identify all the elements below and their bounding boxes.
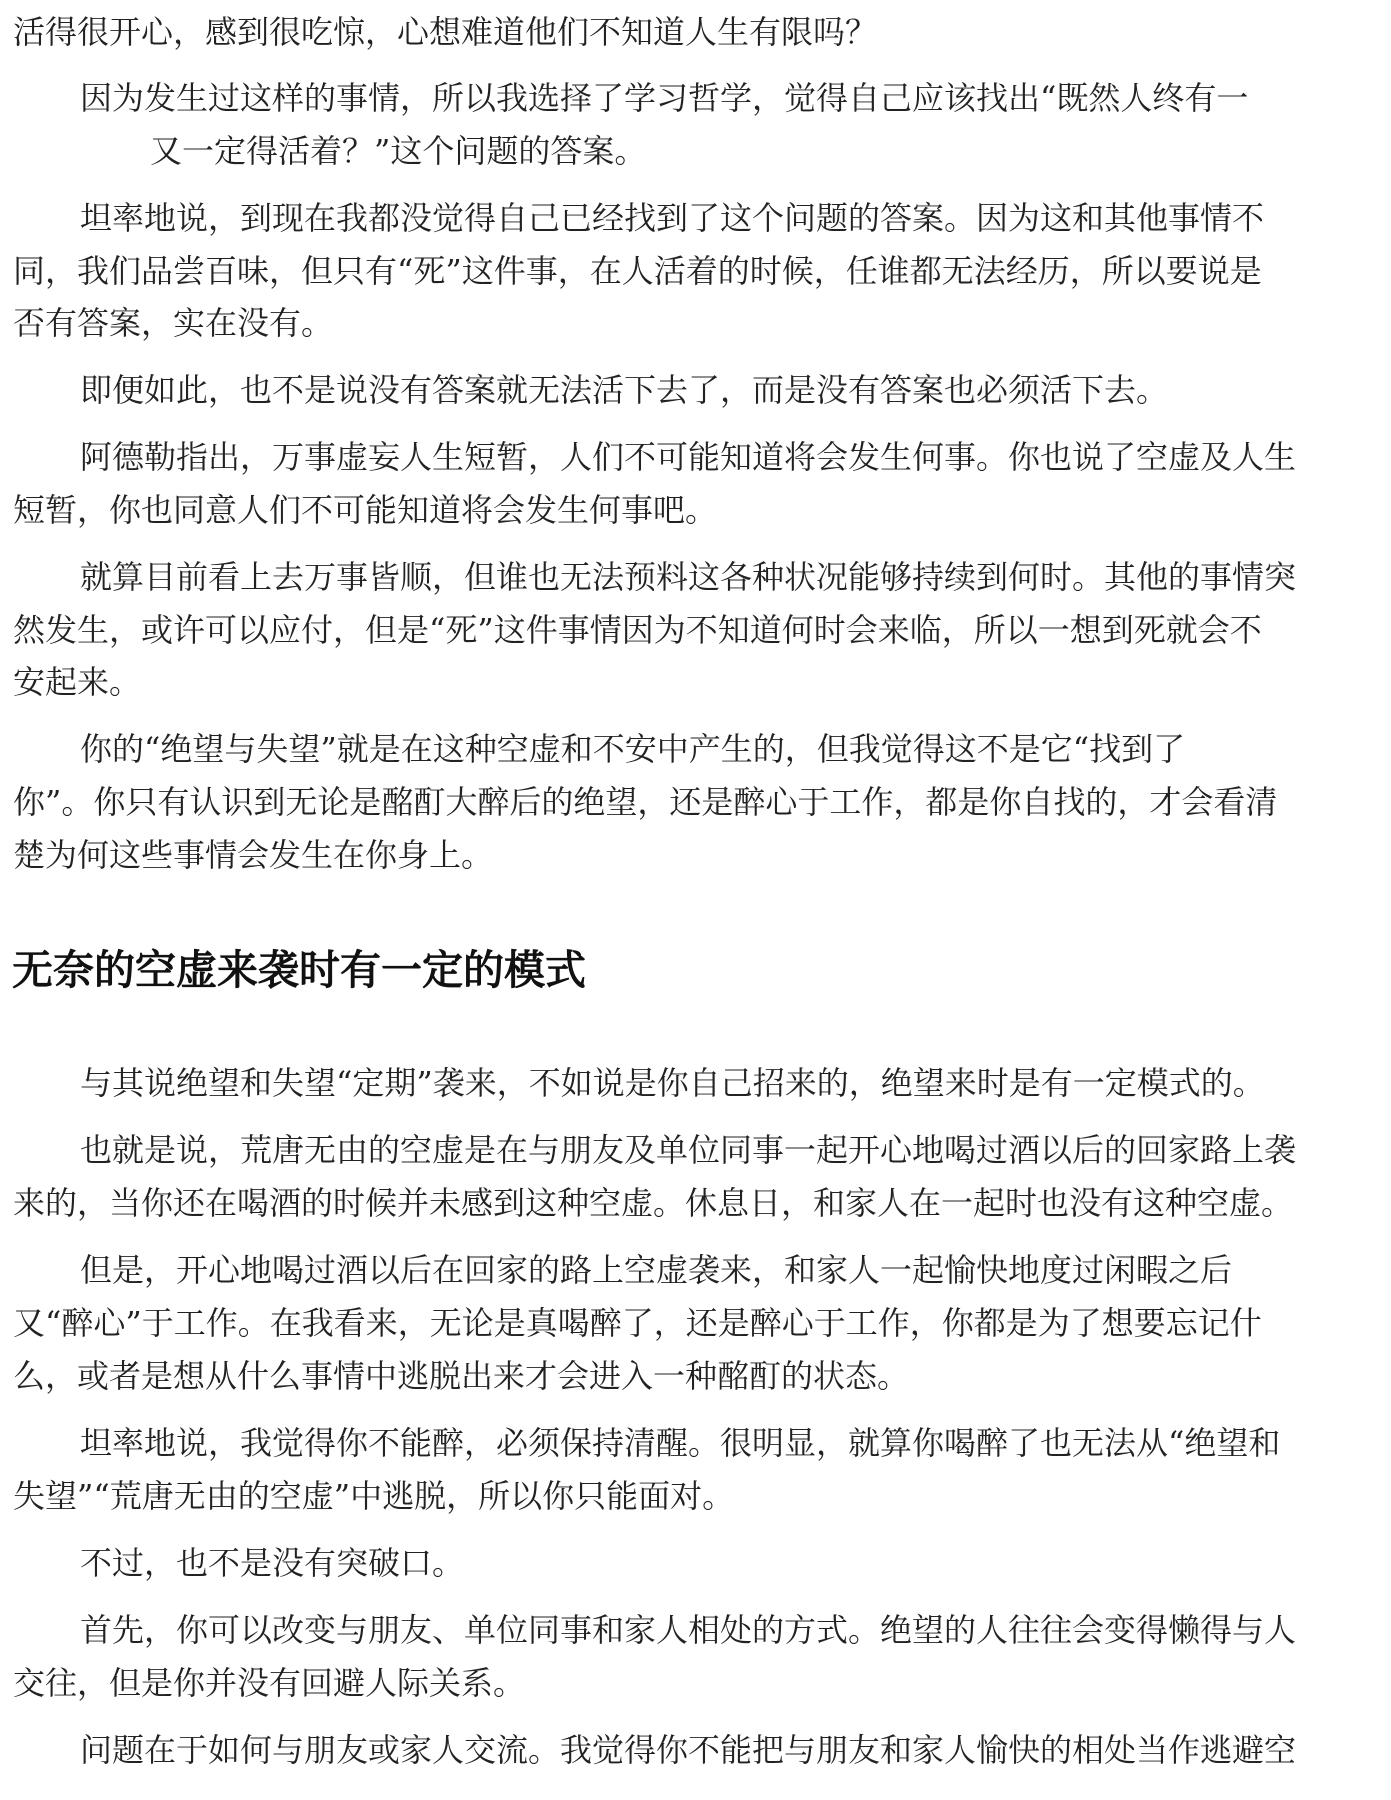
text-line: 阿德勒指出，万事虚妄人生短暂，人们不可能知道将会发生何事。你也说了空虚及人生 — [80, 438, 1297, 476]
text-line: 交往，但是你并没有回避人际关系。 — [13, 1664, 526, 1702]
text-line: 同，我们品尝百味，但只有“死”这件事，在人活着的时候，任谁都无法经历，所以要说是 — [13, 252, 1262, 290]
text-line: 不过，也不是没有突破口。 — [80, 1544, 465, 1582]
text-line: 因为发生过这样的事情，所以我选择了学习哲学，觉得自己应该找出“既然人终有一 — [80, 79, 1249, 117]
text-line: 楚为何这些事情会发生在你身上。 — [13, 836, 494, 874]
text-line: 坦率地说，我觉得你不能醉，必须保持清醒。很明显，就算你喝醉了也无法从“绝望和 — [80, 1424, 1281, 1462]
text-line: 然发生，或许可以应付，但是“死”这件事情因为不知道何时会来临，所以一想到死就会不 — [13, 611, 1262, 649]
text-line: 又“醉心”于工作。在我看来，无论是真喝醉了，还是醉心于工作，你都是为了想要忘记什 — [13, 1304, 1262, 1342]
section-heading: 无奈的空虚来袭时有一定的模式 — [12, 946, 586, 994]
text-line: 活得很开心，感到很吃惊，心想难道他们不知道人生有限吗？ — [13, 13, 878, 51]
text-line: 就算目前看上去万事皆顺，但谁也无法预料这各种状况能够持续到何时。其他的事情突 — [80, 558, 1297, 596]
text-line: 又一定得活着？”这个问题的答案。 — [150, 132, 647, 170]
text-line: 短暂，你也同意人们不可能知道将会发生何事吧。 — [13, 491, 718, 529]
text-line: 但是，开心地喝过酒以后在回家的路上空虚袭来，和家人一起愉快地度过闲暇之后 — [80, 1251, 1233, 1289]
text-line: 你的“绝望与失望”就是在这种空虚和不安中产生的，但我觉得这不是它“找到了 — [80, 730, 1186, 768]
text-line: 与其说绝望和失望“定期”袭来，不如说是你自己招来的，绝望来时是有一定模式的。 — [80, 1064, 1265, 1102]
text-line: 坦率地说，到现在我都没觉得自己已经找到了这个问题的答案。因为这和其他事情不 — [80, 199, 1265, 237]
text-line: 也就是说，荒唐无由的空虚是在与朋友及单位同事一起开心地喝过酒以后的回家路上袭 — [80, 1131, 1297, 1169]
text-line: 安起来。 — [13, 663, 142, 701]
text-line: 失望”“荒唐无由的空虚”中逃脱，所以你只能面对。 — [13, 1477, 735, 1515]
text-line: 否有答案，实在没有。 — [13, 304, 334, 342]
text-line: 首先，你可以改变与朋友、单位同事和家人相处的方式。绝望的人往往会变得懒得与人 — [80, 1611, 1297, 1649]
text-line: 你”。你只有认识到无论是酩酊大醉后的绝望，还是醉心于工作，都是你自找的，才会看清 — [13, 783, 1278, 821]
text-line: 即便如此，也不是说没有答案就无法活下去了，而是没有答案也必须活下去。 — [80, 371, 1169, 409]
text-line: 来的，当你还在喝酒的时候并未感到这种空虚。休息日，和家人在一起时也没有这种空虚。 — [13, 1184, 1294, 1222]
text-line: 问题在于如何与朋友或家人交流。我觉得你不能把与朋友和家人愉快的相处当作逃避空 — [80, 1731, 1297, 1769]
text-line: 么，或者是想从什么事情中逃脱出来才会进入一种酩酊的状态。 — [13, 1357, 910, 1395]
